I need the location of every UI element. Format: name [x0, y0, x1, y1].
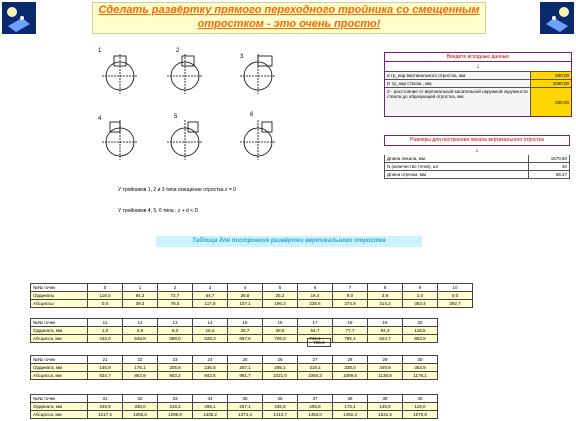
table-cell: 353,4 — [403, 300, 438, 308]
table-cell: 1335,2 — [193, 411, 228, 419]
table-cell: 8 — [368, 284, 403, 292]
table-cell: 863,9 — [123, 372, 158, 380]
table-cell: 175,1 — [123, 364, 158, 372]
row-label: №№ точек — [31, 395, 88, 403]
table-cell: 175,1 — [333, 403, 368, 411]
row-label: Ордината, мм — [31, 364, 88, 372]
table-cell: 1021,0 — [263, 372, 298, 380]
table-cell: 6 — [298, 284, 333, 292]
table-cell: 314,2 — [368, 300, 403, 308]
table-cell: 1,0 — [403, 292, 438, 300]
pattern-row: Длина лекала, мм 1570,80 — [384, 155, 570, 163]
pattern-panel — [384, 135, 570, 179]
table-cell: 40 — [403, 395, 438, 403]
table-cell: 13 — [158, 319, 193, 327]
table-cell: 667,6 — [228, 335, 263, 343]
table-cell: 39,3 — [123, 300, 158, 308]
table-cell: 1256,6 — [123, 411, 158, 419]
arrow-down-icon: ↓ — [476, 63, 480, 70]
page-title: Сделать развёртку прямого переходного тройника со смещенным отростком - это очень просто! — [98, 4, 480, 30]
table-cell: 34 — [193, 395, 228, 403]
tee-types-figure — [90, 44, 290, 172]
table-cell: 16,4 — [193, 327, 228, 335]
table-cell: 628,3 — [193, 335, 228, 343]
table-cell: 2 — [158, 284, 193, 292]
fig-num-3: 3 — [240, 54, 244, 60]
table-cell: 31 — [88, 395, 123, 403]
table-cell: 118,0 — [403, 403, 438, 411]
table-cell: 0 — [88, 284, 123, 292]
extra-cell: 706,9 — [307, 338, 331, 347]
table-cell: 392,7 — [438, 300, 473, 308]
table-cell: 0,0 — [438, 292, 473, 300]
table-cell: 54,7 — [193, 292, 228, 300]
table-cell: 21 — [88, 356, 123, 364]
table-cell: 349,9 — [88, 403, 123, 411]
row-label: №№ точек — [31, 356, 88, 364]
table-cell: 4 — [228, 284, 263, 292]
row-label: №№ точек — [31, 319, 88, 327]
table-cell: 1492,3 — [333, 411, 368, 419]
table-cell: 94,3 — [123, 292, 158, 300]
table-row — [31, 356, 438, 364]
table-cell: 824,7 — [368, 335, 403, 343]
table-row — [31, 327, 438, 335]
table-cell: 7 — [333, 284, 368, 292]
row-label: Абсциссы — [31, 300, 88, 308]
table-cell: 863,9 — [403, 335, 438, 343]
fig-num-2: 2 — [176, 48, 180, 54]
table-cell: 26 — [263, 356, 298, 364]
table-cell: 38,8 — [263, 327, 298, 335]
table-cell: 118,0 — [88, 292, 123, 300]
table-cell: 5 — [263, 284, 298, 292]
table-cell: 157,1 — [228, 300, 263, 308]
table-cell: 24 — [193, 356, 228, 364]
table-cell: 1138,8 — [368, 372, 403, 380]
table-cell: 349,9 — [368, 364, 403, 372]
table-cell: 319,2 — [158, 403, 193, 411]
input-panel — [384, 52, 572, 117]
z-offset-input[interactable]: 200,00 — [530, 88, 571, 116]
table-cell: 32 — [123, 395, 158, 403]
table-cell: 94,3 — [368, 327, 403, 335]
input-row: D тр_нар ствола , мм 2000,00 — [387, 81, 569, 86]
table-cell: 9 — [403, 284, 438, 292]
table-row — [31, 335, 438, 343]
table-cell: 824,7 — [88, 372, 123, 380]
table-cell: 205,8 — [298, 403, 333, 411]
table-row — [31, 364, 438, 372]
table-cell: 981,7 — [228, 372, 263, 380]
table-cell: 706,9 — [263, 335, 298, 343]
d-main-input[interactable]: 2000,00 — [530, 80, 571, 87]
table-row — [31, 403, 438, 411]
table-cell: 274,9 — [333, 300, 368, 308]
table-cell: 39 — [368, 395, 403, 403]
table-row — [31, 411, 438, 419]
table-cell: 3,9 — [368, 292, 403, 300]
table-cell: 903,2 — [158, 372, 193, 380]
fig-num-5: 5 — [174, 114, 178, 120]
table-cell: 37 — [298, 395, 333, 403]
table-cell: 746,1 — [298, 335, 333, 343]
table-cell: 1413,7 — [263, 411, 298, 419]
row-label: Абсцисса, мм — [31, 411, 88, 419]
table-cell: 0,0 — [88, 300, 123, 308]
pattern-row: N (количество точек), шт 40 — [384, 163, 570, 171]
pattern-row: Длина отрезка, мм 39,27 — [384, 171, 570, 179]
row-label: Ордината, мм — [31, 327, 88, 335]
table-cell: 236,8 — [193, 364, 228, 372]
fig-num-1: 1 — [98, 48, 102, 54]
table-cell: 25 — [228, 356, 263, 364]
table-cell: 1060,3 — [298, 372, 333, 380]
table-cell: 26,7 — [228, 327, 263, 335]
table-cell: 549,8 — [123, 335, 158, 343]
table-cell: 27 — [298, 356, 333, 364]
table-cell: 1531,5 — [368, 411, 403, 419]
input-header: Введите исходные данные — [385, 53, 571, 62]
points-table — [30, 283, 473, 308]
table-row — [31, 292, 473, 300]
table-cell: 10 — [438, 284, 473, 292]
table-cell: 1570,8 — [403, 411, 438, 419]
table-cell: 35 — [228, 395, 263, 403]
table-cell: 12 — [123, 319, 158, 327]
table-cell: 145,9 — [88, 364, 123, 372]
table-cell: 77,7 — [333, 327, 368, 335]
table-cell: 72,7 — [158, 292, 193, 300]
table-cell: 14 — [193, 319, 228, 327]
table-cell: 338,0 — [333, 364, 368, 372]
table-cell: 23 — [158, 356, 193, 364]
table-cell: 9,0 — [333, 292, 368, 300]
table-cell: 1 — [123, 284, 158, 292]
table-cell: 205,8 — [158, 364, 193, 372]
table-cell: 3,9 — [123, 327, 158, 335]
points-table — [30, 355, 438, 380]
table-cell: 38 — [333, 395, 368, 403]
table-cell: 267,1 — [228, 403, 263, 411]
arrow-down-icon: ↓ — [475, 147, 479, 154]
row-label: №№ точек — [31, 284, 88, 292]
table-cell: 1453,0 — [298, 411, 333, 419]
table-cell: 25,2 — [263, 292, 298, 300]
table-cell: 432,0 — [88, 335, 123, 343]
table-title: Таблица для построения развёртки вертикального отростка — [156, 236, 422, 247]
table-cell: 1099,6 — [333, 372, 368, 380]
table-cell: 267,1 — [228, 364, 263, 372]
table-cell: 33 — [158, 395, 193, 403]
fig-num-4: 4 — [98, 116, 102, 122]
table-cell: 1178,1 — [403, 372, 438, 380]
table-cell: 36 — [263, 395, 298, 403]
table-cell: 589,0 — [158, 335, 193, 343]
row-label: Абсцисса, мм — [31, 372, 88, 380]
table-row — [31, 319, 438, 327]
table-cell: 118,8 — [403, 327, 438, 335]
table-cell: 196,3 — [263, 300, 298, 308]
table-cell: 145,9 — [368, 403, 403, 411]
table-cell: 11 — [88, 319, 123, 327]
table-cell: 30 — [403, 356, 438, 364]
table-cell: 785,4 — [333, 335, 368, 343]
fig-num-6: 6 — [250, 112, 254, 118]
table-cell: 22 — [123, 356, 158, 364]
row-label: Ординаты — [31, 292, 88, 300]
table-cell: 18 — [333, 319, 368, 327]
table-cell: 295,1 — [263, 364, 298, 372]
table-cell: 338,0 — [123, 403, 158, 411]
input-row: Z - расстояние от вертикальной касательной наружной окружности ствола до образующей отростка, мм 200,00 — [385, 87, 571, 116]
table-row — [31, 300, 473, 308]
table-cell: 1295,9 — [158, 411, 193, 419]
table-row — [31, 395, 438, 403]
table-cell: 38,8 — [228, 292, 263, 300]
row-label: Ордината, мм — [31, 403, 88, 411]
welder-logo-left — [2, 2, 36, 34]
table-cell: 235,6 — [298, 300, 333, 308]
input-row: d тр_нар вертикального отростка, мм 500,00 — [387, 73, 569, 78]
table-cell: 28 — [333, 356, 368, 364]
table-cell: 1,0 — [88, 327, 123, 335]
table-cell: 942,5 — [193, 372, 228, 380]
tee-note-2: У тройников 4, 5, 6 типа : z + d < D — [118, 208, 199, 214]
table-row — [31, 284, 473, 292]
table-cell: 29 — [368, 356, 403, 364]
table-cell: 20 — [403, 319, 438, 327]
pattern-header: Размеры для построения лекала вертикального отростка — [384, 135, 570, 146]
tee-note-1: У тройников 1, 2 и 3 типа смещение отростка z = 0 — [118, 187, 236, 193]
table-cell: 236,8 — [263, 403, 298, 411]
table-cell: 16,4 — [298, 292, 333, 300]
points-table — [30, 318, 438, 343]
welder-logo-right — [540, 2, 574, 34]
table-cell: 1217,4 — [88, 411, 123, 419]
table-cell: 3 — [193, 284, 228, 292]
table-row — [31, 372, 438, 380]
table-cell: 1374,4 — [228, 411, 263, 419]
table-cell: 15 — [228, 319, 263, 327]
table-cell: 17 — [298, 319, 333, 327]
table-cell: 353,9 — [403, 364, 438, 372]
table-cell: 295,1 — [193, 403, 228, 411]
table-cell: 117,8 — [193, 300, 228, 308]
table-cell: 78,5 — [158, 300, 193, 308]
table-cell: 9,0 — [158, 327, 193, 335]
d-branch-input[interactable]: 500,00 — [530, 72, 571, 79]
points-table — [30, 394, 438, 419]
row-label: Абсцисса, мм — [31, 335, 88, 343]
table-cell: 16 — [263, 319, 298, 327]
table-cell: 319,2 — [298, 364, 333, 372]
table-cell: 19 — [368, 319, 403, 327]
table-cell: 54,7 — [298, 327, 333, 335]
